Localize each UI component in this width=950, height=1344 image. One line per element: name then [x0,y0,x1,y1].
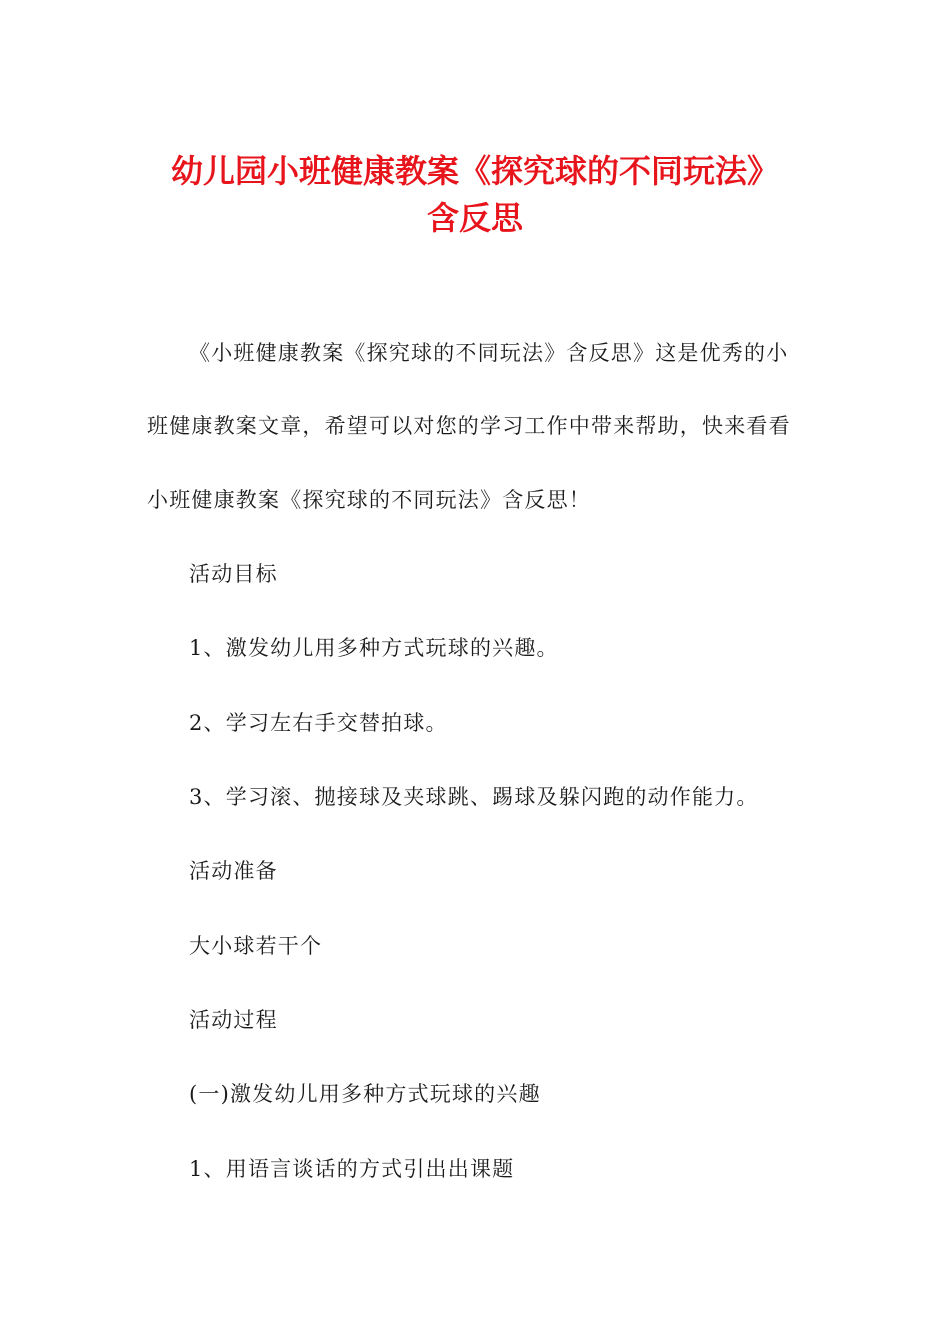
goal-item-3: 3、学习滚、抛接球及夹球跳、踢球及躲闪跑的动作能力。 [189,785,759,809]
intro-paragraph-line-3: 小班健康教案《探究球的不同玩法》含反思！ [147,488,591,512]
section-heading-goals: 活动目标 [189,562,278,586]
document-title-continued: 含反思 [426,199,523,237]
goal-item-1: 1、激发幼儿用多种方式玩球的兴趣。 [189,636,559,660]
intro-paragraph-line-2: 班健康教案文章，希望可以对您的学习工作中带来帮助，快来看看 [147,414,791,438]
preparation-item-1: 大小球若干个 [189,934,323,958]
document-title: 幼儿园小班健康教案《探究球的不同玩法》 [170,152,779,190]
section-heading-preparation: 活动准备 [189,859,278,883]
process-substep-1: 1、用语言谈话的方式引出出课题 [189,1157,515,1181]
goal-item-2: 2、学习左右手交替拍球。 [189,711,448,735]
intro-paragraph-line-1: 《小班健康教案《探究球的不同玩法》含反思》这是优秀的小 [189,341,789,365]
section-heading-process: 活动过程 [189,1008,278,1032]
process-step-1: (一)激发幼儿用多种方式玩球的兴趣 [189,1082,541,1106]
